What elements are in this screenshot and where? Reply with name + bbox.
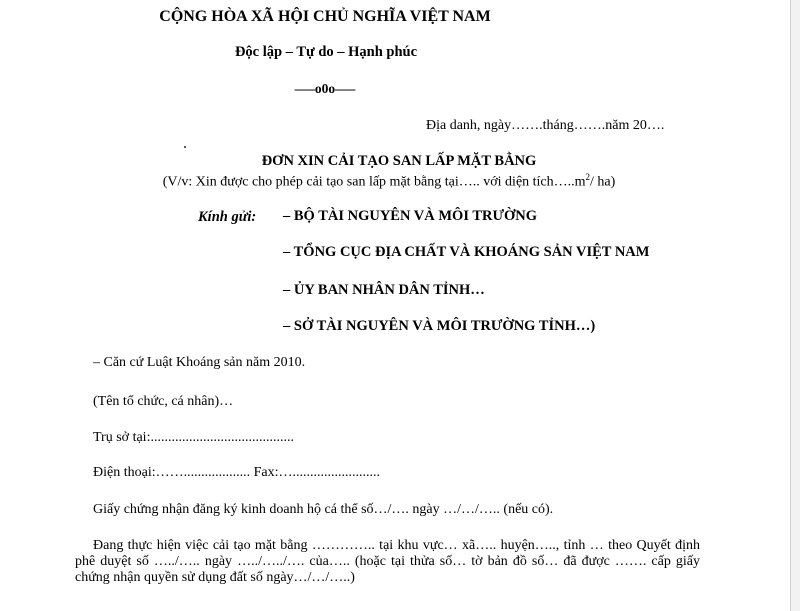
recipient-item: – BỘ TÀI NGUYÊN VÀ MÔI TRƯỜNG — [283, 208, 538, 224]
subtitle-text: (V/v: Xin được cho phép cải tạo san lấp mặt bằng tại….. với diện tích…..m — [162, 174, 586, 190]
recipient-item: – TỔNG CỤC ĐỊA CHẤT VÀ KHOÁNG SẢN VIỆT NAM — [283, 244, 650, 260]
applicant-name-line: (Tên tổ chức, cá nhân)… — [93, 394, 234, 409]
motto-heading: Độc lập – Tự do – Hạnh phúc — [234, 44, 418, 60]
recipient-item: – ỦY BAN NHÂN DÂN TỈNH… — [283, 282, 485, 298]
office-address-line: Trụ sở tại:......................................... — [93, 430, 294, 445]
recipients-label: Kính gửi: — [198, 209, 257, 225]
place-date-line: Địa danh, ngày…….tháng…….năm 20…. — [426, 118, 665, 133]
phone-fax-line: Điện thoại:……................... Fax:…......................... — [93, 465, 380, 480]
window-scroll-edge[interactable] — [790, 0, 800, 611]
business-certificate-line: Giấy chứng nhận đăng ký kinh doanh hộ cá thể số…/…. ngày …/…/….. (nếu có). — [93, 502, 554, 517]
subtitle-superscript: 2 — [585, 172, 591, 182]
document-subtitle — [0, 172, 778, 191]
separator-line: —–o0o—– — [294, 81, 356, 96]
stray-dot-mark — [184, 146, 186, 148]
nation-heading: CỘNG HÒA XÃ HỘI CHỦ NGHĨA VIỆT NAM — [159, 8, 491, 25]
work-description-paragraph: Đang thực hiện việc cải tạo mặt bằng ………….. tại khu vực… xã….. huyện….., tỉnh … theo Quyết định phê duyệt số …../….. ngày …../…../…. của….. (hoặc tại thửa số… tờ bản đồ số… đã được ……. cấp giấy chứng nhận quyền sử dụng đất số ngày…/…/…..) — [75, 538, 700, 585]
recipient-item: – SỞ TÀI NGUYÊN VÀ MÔI TRƯỜNG TỈNH…) — [283, 318, 596, 334]
subtitle-tail: / ha) — [590, 174, 616, 190]
document-title: ĐƠN XIN CẢI TẠO SAN LẤP MẶT BẰNG — [261, 153, 537, 169]
legal-basis-line: – Căn cứ Luật Khoáng sản năm 2010. — [93, 355, 306, 370]
